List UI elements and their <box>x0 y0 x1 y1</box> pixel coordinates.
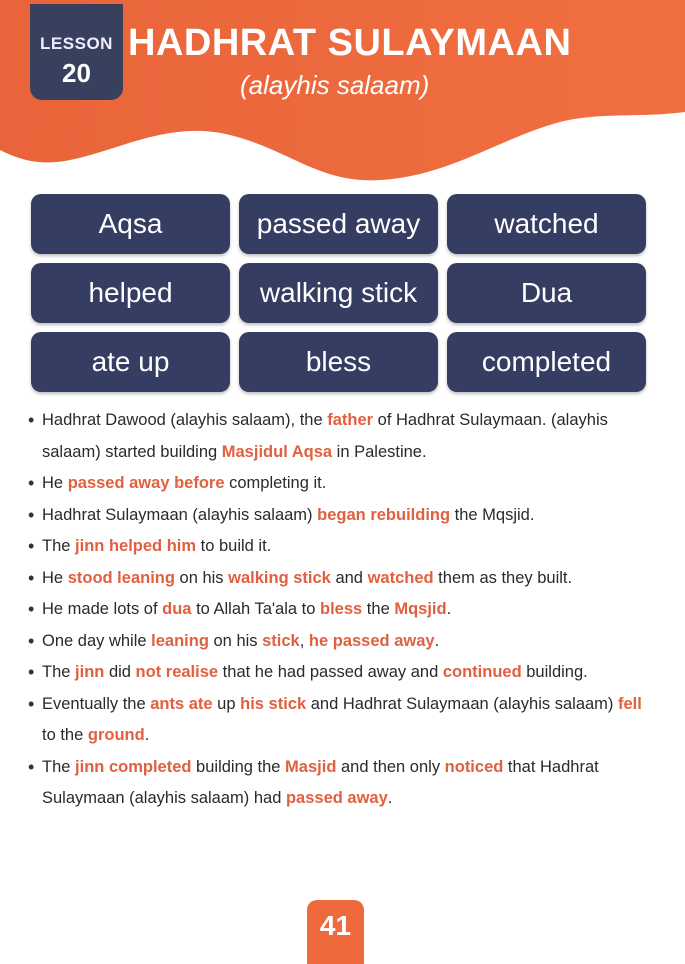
bullet-text: did <box>104 663 136 681</box>
story-bullet-list <box>28 405 658 815</box>
bullet-text: One day while <box>42 631 152 650</box>
page-subtitle: (alayhis salaam) <box>240 70 430 100</box>
story-bullet <box>28 626 658 658</box>
bullet-text: . <box>434 631 440 650</box>
story-bullet <box>28 563 658 595</box>
bullet-text: building. <box>521 663 588 681</box>
bullet-text: and then only <box>336 757 445 776</box>
bullet-text: them as they built. <box>433 568 573 587</box>
bullet-text: , <box>299 631 309 650</box>
lesson-label: LESSON <box>40 34 113 53</box>
bullet-text: that he had passed away and <box>218 663 443 681</box>
highlighted-keyword: jinn completed <box>75 757 192 776</box>
bullet-text: the <box>362 600 395 618</box>
bullet-text: that Hadhrat Sulaymaan (alayhis salaam) had <box>42 757 599 807</box>
story-bullet <box>28 468 658 500</box>
highlighted-keyword: leaning <box>151 631 209 650</box>
highlighted-keyword: stick <box>262 631 300 650</box>
vocabulary-grid <box>31 194 647 392</box>
page-title: HADHRAT SULAYMAAN <box>128 22 572 64</box>
bullet-text: in Palestine. <box>332 442 427 461</box>
highlighted-keyword: noticed <box>444 757 504 776</box>
story-bullet <box>28 689 658 752</box>
highlighted-keyword: continued <box>442 663 522 681</box>
highlighted-keyword: father <box>327 411 374 429</box>
vocab-tile: walking stick <box>239 263 438 323</box>
story-bullet <box>28 405 658 468</box>
highlighted-keyword: fell <box>618 694 642 713</box>
bullet-text: . <box>387 789 393 807</box>
vocab-tile: Aqsa <box>31 194 230 254</box>
vocab-tile: completed <box>447 332 646 392</box>
vocab-tile: watched <box>447 194 646 254</box>
highlighted-keyword: Masjidul Aqsa <box>221 442 333 461</box>
highlighted-keyword: ground <box>87 726 145 744</box>
highlighted-keyword: passed away <box>285 789 388 807</box>
highlighted-keyword: bless <box>320 600 363 618</box>
story-bullet <box>28 594 658 626</box>
highlighted-keyword: passed away before <box>67 474 225 492</box>
highlighted-keyword: jinn helped him <box>75 537 197 555</box>
highlighted-keyword: stood leaning <box>67 568 175 587</box>
bullet-text: . <box>144 726 150 744</box>
lesson-number: 20 <box>62 58 91 88</box>
bullet-text: to build it. <box>196 537 272 555</box>
bullet-text: The <box>42 663 76 681</box>
story-bullet <box>28 500 658 532</box>
highlighted-keyword: not realise <box>135 663 219 681</box>
story-bullet <box>28 657 658 689</box>
bullet-text: completing it. <box>224 474 327 492</box>
highlighted-keyword: walking stick <box>228 568 331 587</box>
highlighted-keyword: watched <box>367 568 434 587</box>
bullet-text: Hadhrat Sulaymaan (alayhis salaam) <box>42 505 318 524</box>
bullet-text: and Hadhrat Sulaymaan (alayhis salaam) <box>306 694 618 713</box>
bullet-text: He <box>42 568 68 587</box>
vocab-tile: bless <box>239 332 438 392</box>
highlighted-keyword: dua <box>162 600 192 618</box>
vocab-tile: passed away <box>239 194 438 254</box>
page-number: 41 <box>307 900 364 964</box>
bullet-text: The <box>42 537 76 555</box>
bullet-text: . <box>446 600 452 618</box>
story-bullet <box>28 531 658 563</box>
bullet-text: on his <box>208 631 263 650</box>
highlighted-keyword: Masjid <box>285 757 337 776</box>
bullet-text: and <box>330 568 368 587</box>
bullet-text: building the <box>191 757 286 776</box>
highlighted-keyword: his stick <box>240 694 307 713</box>
bullet-text: He <box>42 474 68 492</box>
highlighted-keyword: jinn <box>75 663 105 681</box>
highlighted-keyword: ants ate <box>150 694 213 713</box>
bullet-text: up <box>212 694 241 713</box>
highlighted-keyword: began rebuilding <box>317 505 451 524</box>
bullet-text: of Hadhrat Sulaymaan. (alayhis salaam) started building <box>42 411 608 461</box>
highlighted-keyword: he passed away <box>308 631 435 650</box>
highlighted-keyword: Mqsjid <box>394 600 447 618</box>
vocab-tile: helped <box>31 263 230 323</box>
story-bullet <box>28 752 658 815</box>
bullet-text: on his <box>174 568 229 587</box>
bullet-text: The <box>42 757 76 776</box>
bullet-text: Hadhrat Dawood (alayhis salaam), the <box>42 411 328 429</box>
bullet-text: Eventually the <box>42 694 151 713</box>
bullet-text: the Mqsjid. <box>450 505 535 524</box>
bullet-text: to Allah Ta'ala to <box>191 600 321 618</box>
vocab-tile: Dua <box>447 263 646 323</box>
vocab-tile: ate up <box>31 332 230 392</box>
bullet-text: He made lots of <box>42 600 163 618</box>
bullet-text: to the <box>42 726 88 744</box>
